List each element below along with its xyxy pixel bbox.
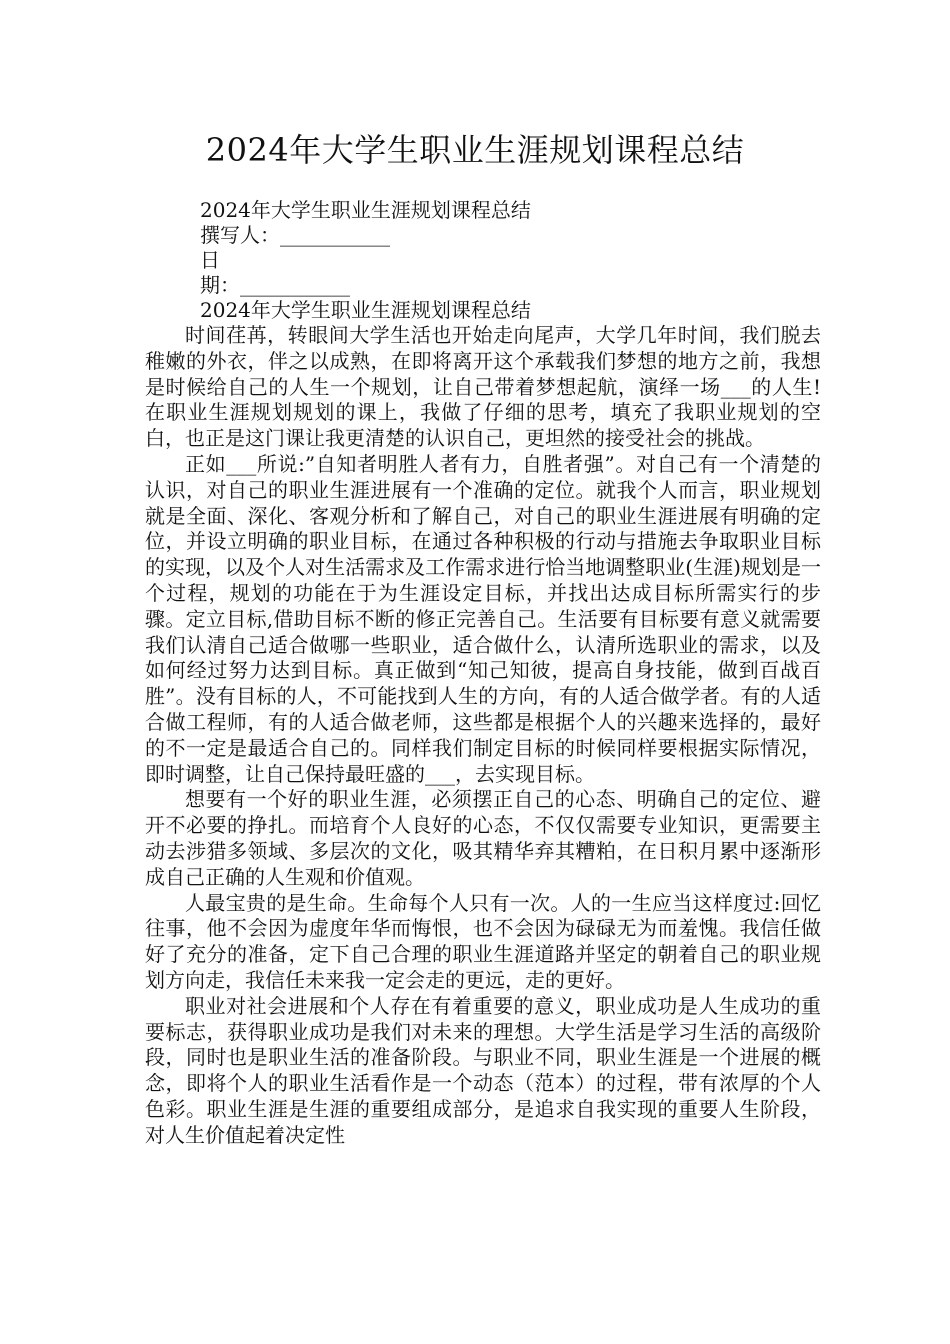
paragraph-5: 职业对社会进展和个人存在有着重要的意义，职业成功是人生成功的重要标志，获得职业成功是我们对未来的理想。大学生活是学习生活的高级阶段，同时也是职业生活的准备阶段。与职业不同，职业生涯是一个进展的概念，即将个人的职业生活看作是一个动态（范本）的过程，带有浓厚的个人色彩。职业生涯是生涯的重要组成部分，是追求自我实现的重要人生阶段，对人生价值起着决定性 — [145, 993, 821, 1147]
author-line: 撰写人：___________ — [200, 223, 390, 247]
date-label-line-1: 日 — [200, 248, 220, 272]
date-label-line-2: 期：___________ — [200, 273, 350, 297]
paragraph-4: 人最宝贵的是生命。生命每个人只有一次。人的一生应当这样度过:回忆往事，他不会因为虚度年华而悔恨，也不会因为碌碌无为而羞愧。我信任做好了充分的准备，定下自己合理的职业生涯道路并坚定的朝着自己的职业规划方向走，我信任未来我一定会走的更远，走的更好。 — [145, 890, 821, 992]
repeated-title-line: 2024年大学生职业生涯规划课程总结 — [200, 298, 531, 322]
paragraph-1: 时间荏苒，转眼间大学生活也开始走向尾声，大学几年时间，我们脱去稚嫩的外衣，伴之以成熟，在即将离开这个承载我们梦想的地方之前，我想是时候给自己的人生一个规划，让自己带着梦想起航，演绎一场___的人生!在职业生涯规划规划的课上，我做了仔细的思考，填充了我职业规划的空白，也正是这门课让我更清楚的认识自己，更坦然的接受社会的挑战。 — [145, 323, 821, 451]
document-body — [145, 323, 821, 1149]
paragraph-3: 想要有一个好的职业生涯，必须摆正自己的心态、明确自己的定位、避开不必要的挣扎。而培育个人良好的心态，不仅仅需要专业知识，更需要主动去涉猎多领域、多层次的文化，吸其精华弃其糟粕，在日积月累中逐渐形成自己正确的人生观和价值观。 — [145, 787, 821, 889]
paragraph-2: 正如___所说:”自知者明胜人者有力，自胜者强”。对自己有一个清楚的认识，对自己的职业生涯进展有一个准确的定位。就我个人而言，职业规划就是全面、深化、客观分析和了解自己，对自己的职业生涯进展有明确的定位，并设立明确的职业目标，在通过各种积极的行动与措施去争取职业目标的实现，以及个人对生活需求及工作需求进行恰当地调整职业(生涯)规划是一个过程，规划的功能在于为生涯设定目标，并找出达成目标所需实行的步骤。定立目标,借助目标不断的修正完善自己。生活要有目标要有意义就需要我们认清自己适合做哪一些职业，适合做什么，认清所选职业的需求，以及如何经过努力达到目标。真正做到“知己知彼，提高自身技能，做到百战百胜”。没有目标的人，不可能找到人生的方向，有的人适合做学者。有的人适合做工程师，有的人适合做老师，这些都是根据个人的兴趣来选择的，最好的不一定是最适合自己的。同样我们制定目标的时候同样要根据实际情况，即时调整，让自己保持最旺盛的___，去实现目标。 — [145, 451, 821, 786]
document-title: 2024年大学生职业生涯规划课程总结 — [205, 131, 745, 169]
document-header — [200, 198, 820, 323]
subtitle-line: 2024年大学生职业生涯规划课程总结 — [200, 198, 531, 222]
